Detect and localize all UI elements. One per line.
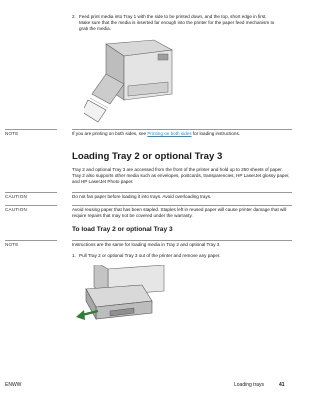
section-title: Loading Tray 2 or optional Tray 3 [72, 151, 223, 162]
note-label: NOTE [5, 131, 19, 136]
tray-illustration [72, 265, 172, 333]
step-text: Pull Tray 2 or optional Tray 3 out of the printer and remove any paper. [79, 253, 221, 258]
step-2 [72, 14, 282, 34]
footer-section: Loading trays [234, 382, 265, 388]
step-1 [72, 253, 292, 261]
note-label: NOTE [5, 242, 19, 247]
note-divider [5, 240, 57, 241]
printing-both-sides-link[interactable]: Printing on both sides [147, 131, 192, 136]
caution-label: CAUTION [5, 194, 28, 199]
footer-left: ENWW [5, 382, 22, 388]
note-text [72, 131, 292, 137]
step-number: 1. [72, 253, 76, 258]
step-number: 2. [72, 14, 76, 19]
caution-text: Avoid reusing paper that has been stapled. Staples left in reused paper will cause printer damage that will require repairs that may not be covered under the warranty. [72, 207, 287, 219]
printer-illustration [84, 38, 184, 124]
caution-label: CAUTION [5, 207, 28, 212]
note-divider [72, 129, 292, 130]
caution-divider [72, 205, 292, 206]
subsection-title: To load Tray 2 or optional Tray 3 [72, 226, 173, 233]
note-divider [5, 129, 57, 130]
caution-divider [5, 205, 57, 206]
caution-divider [5, 192, 57, 193]
caution-divider [72, 192, 292, 193]
note-text-after: for loading instructions. [191, 131, 241, 136]
step-text: Feed print media into Tray 1 with the side to be printed down, and the top, short edge in first. Make sure that the media is inserted far enough into the printer for the paper feed mechanism to grab the media. [79, 14, 275, 32]
page-number: 41 [279, 382, 285, 388]
note-text-before: If you are printing on both sides, see [72, 131, 148, 136]
section-intro: Tray 2 and optional Tray 3 are accessed from the front of the printer and hold up to 250 sheets of paper. Tray 2 also supports other media such as envelopes, postcards, transparencies, HP LaserJet glossy paper, and HP LaserJet Photo paper. [72, 167, 290, 185]
note-divider [72, 240, 292, 241]
note-text: Instructions are the same for loading media in Tray 2 and optional Tray 3. [72, 242, 221, 247]
caution-text: Do not fan paper before loading it into trays. Avoid overloading trays. [72, 194, 212, 199]
